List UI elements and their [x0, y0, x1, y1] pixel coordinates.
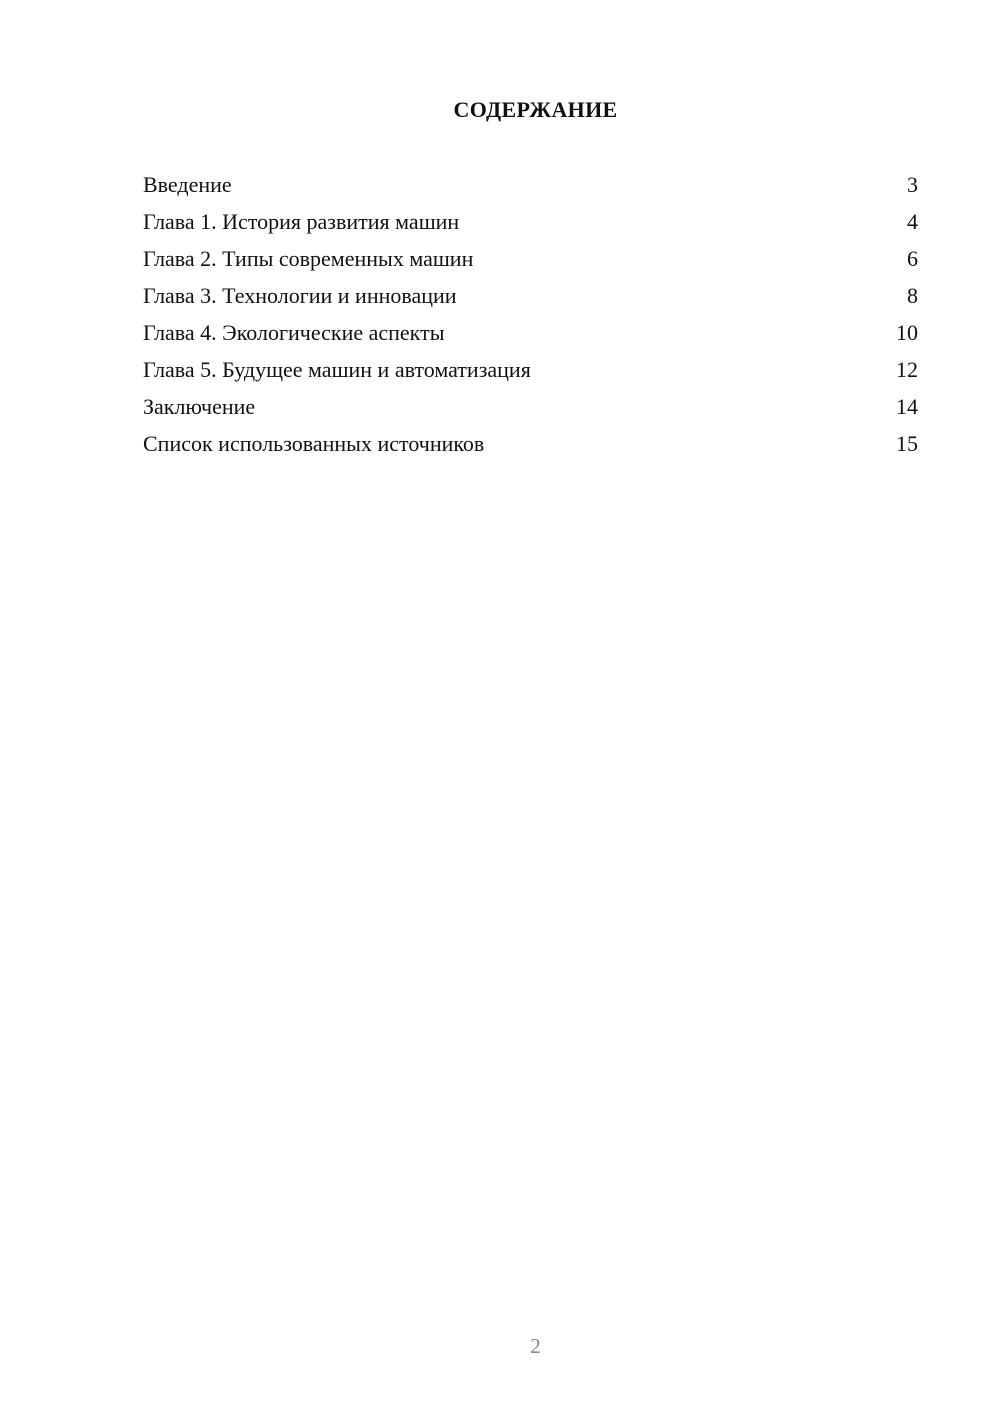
page-title: СОДЕРЖАНИЕ [453, 97, 618, 122]
toc-entry-page: 6 [907, 246, 918, 271]
toc-entry-label: Глава 1. История развития машин [143, 209, 460, 234]
toc-entry-references[interactable] [143, 429, 918, 466]
toc-entry-label: Список использованных источников [143, 431, 485, 456]
toc-entry-label: Глава 5. Будущее машин и автоматизация [143, 357, 531, 382]
toc-entry-page: 8 [907, 283, 918, 308]
toc-entry-page: 12 [896, 357, 918, 382]
toc-entry-page: 3 [907, 172, 918, 197]
toc-entry-label: Глава 2. Типы современных машин [143, 246, 474, 271]
toc-entry-page: 14 [896, 394, 918, 419]
toc-entry-chapter-5[interactable] [143, 355, 918, 392]
toc-entry-page: 15 [896, 431, 918, 456]
toc-entry-label: Заключение [143, 394, 256, 419]
toc-entry-conclusion[interactable] [143, 392, 918, 429]
toc-entry-label: Глава 4. Экологические аспекты [143, 320, 445, 345]
toc-entry-label: Введение [143, 172, 232, 197]
toc-entry-chapter-1[interactable] [143, 207, 918, 244]
toc-entry-chapter-2[interactable] [143, 244, 918, 281]
toc-entry-page: 10 [896, 320, 918, 345]
page-number: 2 [530, 1334, 541, 1358]
toc-entry-label: Глава 3. Технологии и инновации [143, 283, 457, 308]
table-of-contents [143, 170, 918, 466]
toc-entry-page: 4 [907, 209, 918, 234]
toc-entry-chapter-4[interactable] [143, 318, 918, 355]
toc-entry-chapter-3[interactable] [143, 281, 918, 318]
toc-entry-introduction[interactable] [143, 170, 918, 207]
